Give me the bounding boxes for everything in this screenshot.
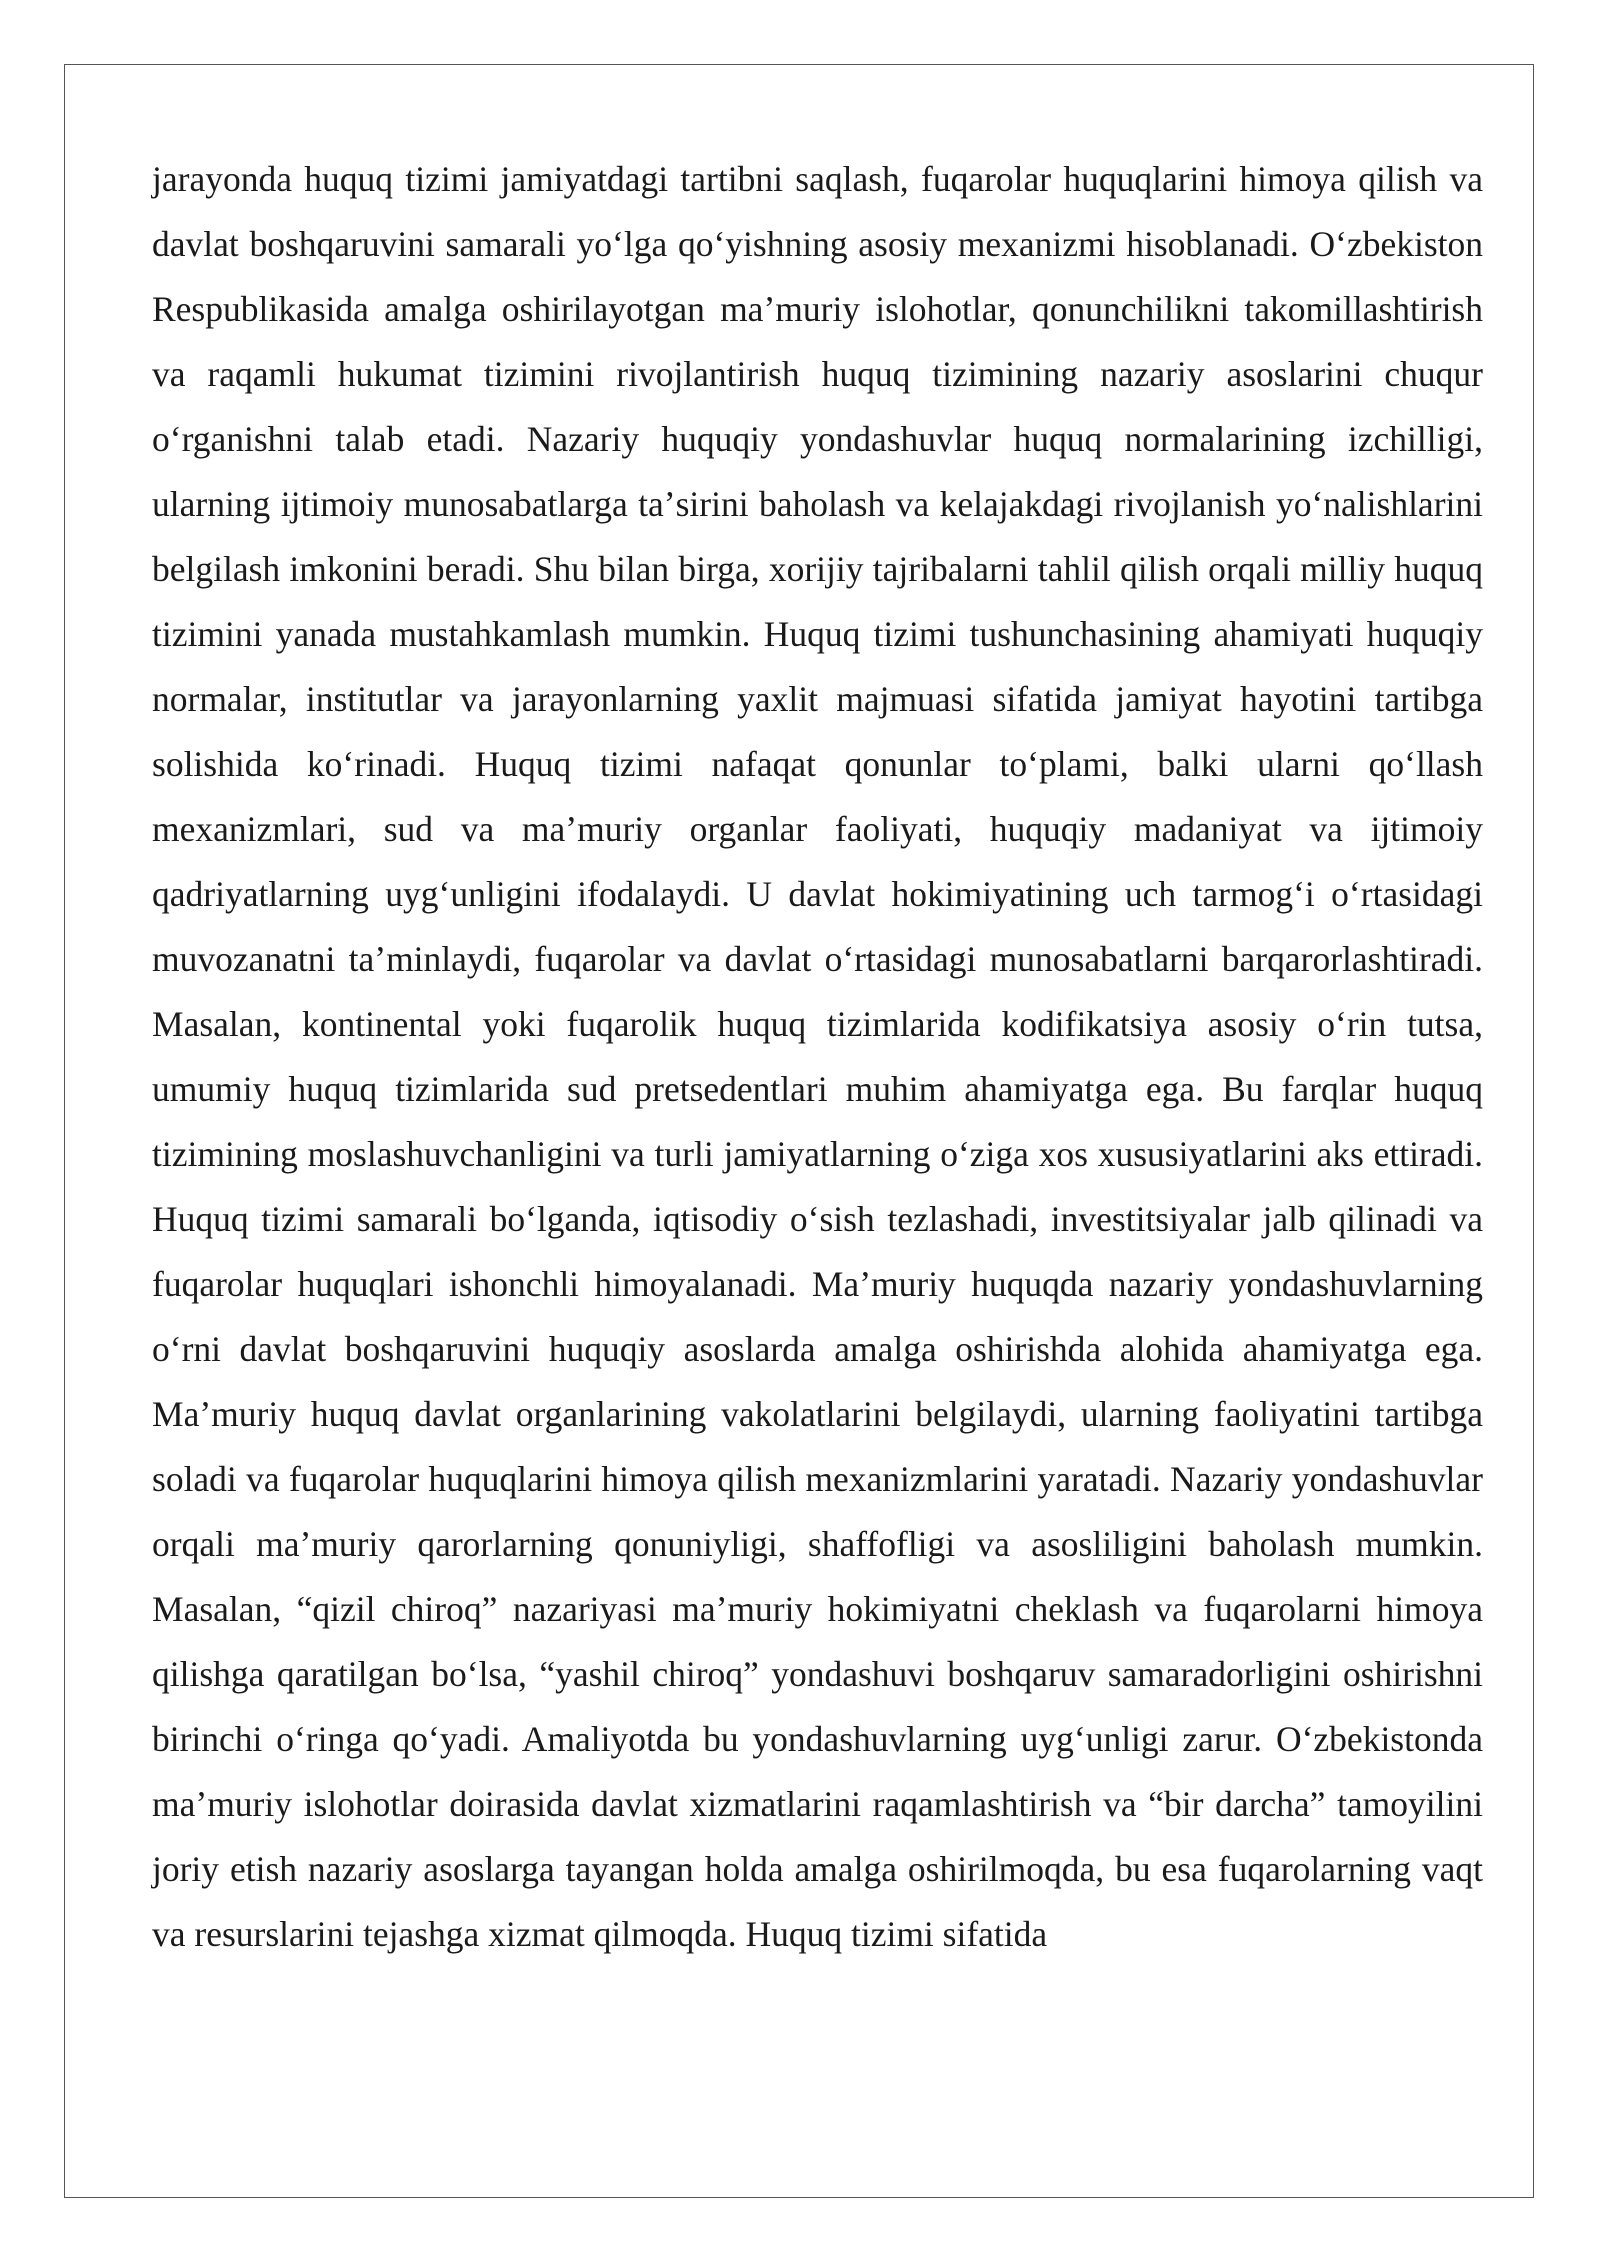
body-paragraph: jarayonda huquq tizimi jamiyatdagi tartibni saqlash, fuqarolar huquqlarini himoya qilish va davlat boshqaruvini samarali yoʻlga qoʻyishning asosiy mexanizmi hisoblanadi. Oʻzbekiston Respublikasida amalga oshirilayotgan maʼmuriy islohotlar, qonunchilikni takomillashtirish va raqamli hukumat tizimini rivojlantirish huquq tizimining nazariy asoslarini chuqur oʻrganishni talab etadi. Nazariy huquqiy yondashuvlar huquq normalarining izchilligi, ularning ijtimoiy munosabatlarga taʼsirini baholash va kelajakdagi rivojlanish yoʻnalishlarini belgilash imkonini beradi. Shu bilan birga, xorijiy tajribalarni tahlil qilish orqali milliy huquq tizimini yanada mustahkamlash mumkin. Huquq tizimi tushunchasining ahamiyati huquqiy normalar, institutlar va jarayonlarning yaxlit majmuasi sifatida jamiyat hayotini tartibga solishida koʻrinadi. Huquq tizimi nafaqat qonunlar toʻplami, balki ularni qoʻllash mexanizmlari, sud va maʼmuriy organlar faoliyati, huquqiy madaniyat va ijtimoiy qadriyatlarning uygʻunligini ifodalaydi. U davlat hokimiyatining uch tarmogʻi oʻrtasidagi muvozanatni taʼminlaydi, fuqarolar va davlat oʻrtasidagi munosabatlarni barqarorlashtiradi. Masalan, kontinental yoki fuqarolik huquq tizimlarida kodifikatsiya asosiy oʻrin tutsa, umumiy huquq tizimlarida sud pretsedentlari muhim ahamiyatga ega. Bu farqlar huquq tizimining moslashuvchanligini va turli jamiyatlarning oʻziga xos xususiyatlarini aks ettiradi. Huquq tizimi samarali boʻlganda, iqtisodiy oʻsish tezlashadi, investitsiyalar jalb qilinadi va fuqarolar huquqlari ishonchli himoyalanadi. Maʼmuriy huquqda nazariy yondashuvlarning oʻrni davlat boshqaruvini huquqiy asoslarda amalga oshirishda alohida ahamiyatga ega. Maʼmuriy huquq davlat organlarining vakolatlarini belgilaydi, ularning faoliyatini tartibga soladi va fuqarolar huquqlarini himoya qilish mexanizmlarini yaratadi. Nazariy yondashuvlar orqali maʼmuriy qarorlarning qonuniyligi, shaffofligi va asosliligini baholash mumkin. Masalan, “qizil chiroq” nazariyasi maʼmuriy hokimiyatni cheklash va fuqarolarni himoya qilishga qaratilgan boʻlsa, “yashil chiroq” yondashuvi boshqaruv samaradorligini oshirishni birinchi oʻringa qoʻyadi. Amaliyotda bu yondashuvlarning uygʻunligi zarur. Oʻzbekistonda maʼmuriy islohotlar doirasida davlat xizmatlarini raqamlashtirish va “bir darcha” tamoyilini joriy etish nazariy asoslarga tayangan holda amalga oshirilmoqda, bu esa fuqarolarning vaqt va resurslarini tejashga xizmat qilmoqda. Huquq tizimi sifatida bbox=[152, 159, 1483, 1954]
